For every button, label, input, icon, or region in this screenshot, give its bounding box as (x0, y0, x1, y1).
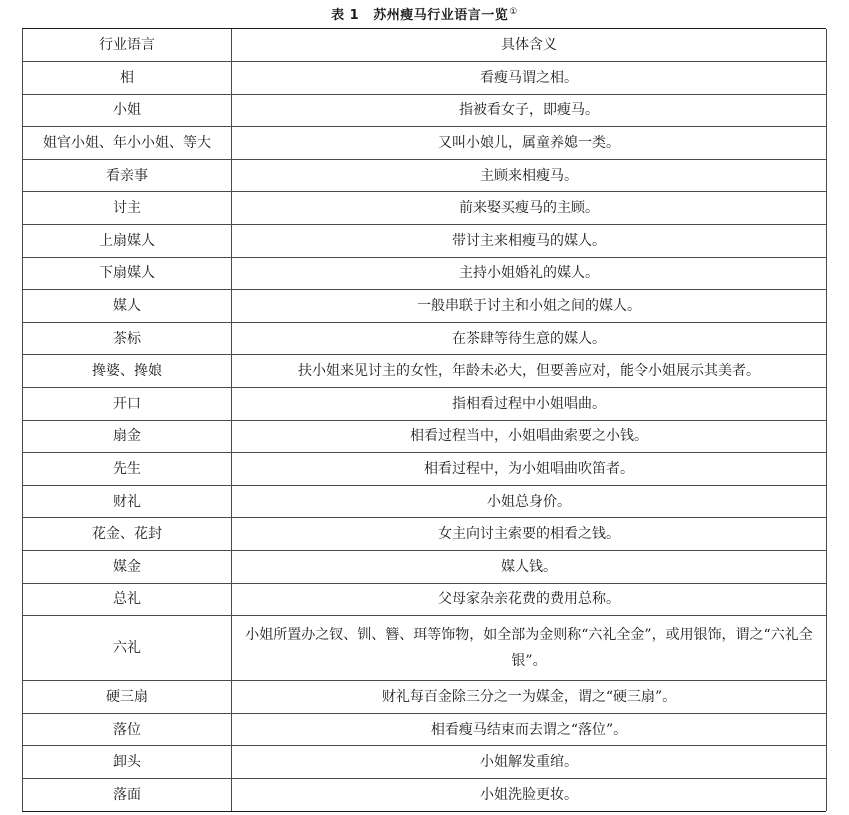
table-header-row (23, 29, 827, 62)
term-cell: 扇金 (23, 420, 232, 453)
term-cell: 财礼 (23, 485, 232, 518)
meaning-cell: 主持小姐婚礼的媒人。 (232, 257, 827, 290)
meaning-cell: 一般串联于讨主和小姐之间的媒人。 (232, 290, 827, 323)
table-row (23, 159, 827, 192)
term-cell: 茶标 (23, 322, 232, 355)
header-meaning: 具体含义 (232, 29, 827, 62)
table-row (23, 681, 827, 714)
footnote-mark: ① (509, 7, 518, 17)
table-row (23, 62, 827, 95)
table-row (23, 453, 827, 486)
table-row (23, 322, 827, 355)
meaning-cell: 相看瘦马结束而去谓之“落位”。 (232, 713, 827, 746)
table-row (23, 355, 827, 388)
table-row (23, 94, 827, 127)
meaning-cell: 在茶肆等待生意的媒人。 (232, 322, 827, 355)
term-cell: 落位 (23, 713, 232, 746)
term-cell: 卸头 (23, 746, 232, 779)
meaning-cell: 小姐洗脸更妆。 (232, 778, 827, 811)
term-cell: 媒金 (23, 551, 232, 584)
term-cell: 搀婆、搀娘 (23, 355, 232, 388)
table-row (23, 746, 827, 779)
meaning-cell: 小姐所置办之钗、钏、簪、珥等饰物，如全部为金则称“六礼全金”，或用银饰，谓之“六礼全银”。 (232, 616, 827, 681)
meaning-cell: 主顾来相瘦马。 (232, 159, 827, 192)
table-row (23, 518, 827, 551)
table-row (23, 127, 827, 160)
table-row (23, 485, 827, 518)
term-cell: 总礼 (23, 583, 232, 616)
table-row (23, 257, 827, 290)
table-row (23, 778, 827, 811)
terms-table-container (22, 28, 826, 812)
meaning-cell: 女主向讨主索要的相看之钱。 (232, 518, 827, 551)
table-row (23, 616, 827, 681)
term-cell: 小姐 (23, 94, 232, 127)
meaning-cell: 看瘦马谓之相。 (232, 62, 827, 95)
term-cell: 姐官小姐、年小小姐、等大 (23, 127, 232, 160)
term-cell: 先生 (23, 453, 232, 486)
table-body (23, 29, 827, 811)
meaning-cell: 指相看过程中小姐唱曲。 (232, 388, 827, 421)
term-cell: 相 (23, 62, 232, 95)
table-title: 苏州瘦马行业语言一览 (373, 8, 509, 23)
table-caption (0, 2, 849, 22)
meaning-cell: 又叫小娘儿，属童养媳一类。 (232, 127, 827, 160)
table-number: 表 1 (331, 8, 360, 23)
term-cell: 媒人 (23, 290, 232, 323)
term-cell: 下扇媒人 (23, 257, 232, 290)
meaning-cell: 父母家杂亲花费的费用总称。 (232, 583, 827, 616)
meaning-cell: 指被看女子，即瘦马。 (232, 94, 827, 127)
table-row (23, 225, 827, 258)
term-cell: 六礼 (23, 616, 232, 681)
meaning-cell: 小姐解发重绾。 (232, 746, 827, 779)
meaning-cell: 相看过程中，为小姐唱曲吹笛者。 (232, 453, 827, 486)
term-cell: 上扇媒人 (23, 225, 232, 258)
table-row (23, 713, 827, 746)
meaning-cell: 带讨主来相瘦马的媒人。 (232, 225, 827, 258)
term-cell: 硬三扇 (23, 681, 232, 714)
table-row (23, 388, 827, 421)
meaning-cell: 小姐总身价。 (232, 485, 827, 518)
term-cell: 看亲事 (23, 159, 232, 192)
meaning-cell: 扶小姐来见讨主的女性，年龄未必大，但要善应对，能令小姐展示其美者。 (232, 355, 827, 388)
table-row (23, 551, 827, 584)
meaning-cell: 相看过程当中，小姐唱曲索要之小钱。 (232, 420, 827, 453)
table-row (23, 420, 827, 453)
term-cell: 开口 (23, 388, 232, 421)
terms-table (22, 29, 827, 811)
term-cell: 讨主 (23, 192, 232, 225)
table-row (23, 583, 827, 616)
term-cell: 花金、花封 (23, 518, 232, 551)
header-term: 行业语言 (23, 29, 232, 62)
meaning-cell: 前来娶买瘦马的主顾。 (232, 192, 827, 225)
table-row (23, 192, 827, 225)
meaning-cell: 媒人钱。 (232, 551, 827, 584)
table-row (23, 290, 827, 323)
term-cell: 落面 (23, 778, 232, 811)
meaning-cell: 财礼每百金除三分之一为媒金，谓之“硬三扇”。 (232, 681, 827, 714)
